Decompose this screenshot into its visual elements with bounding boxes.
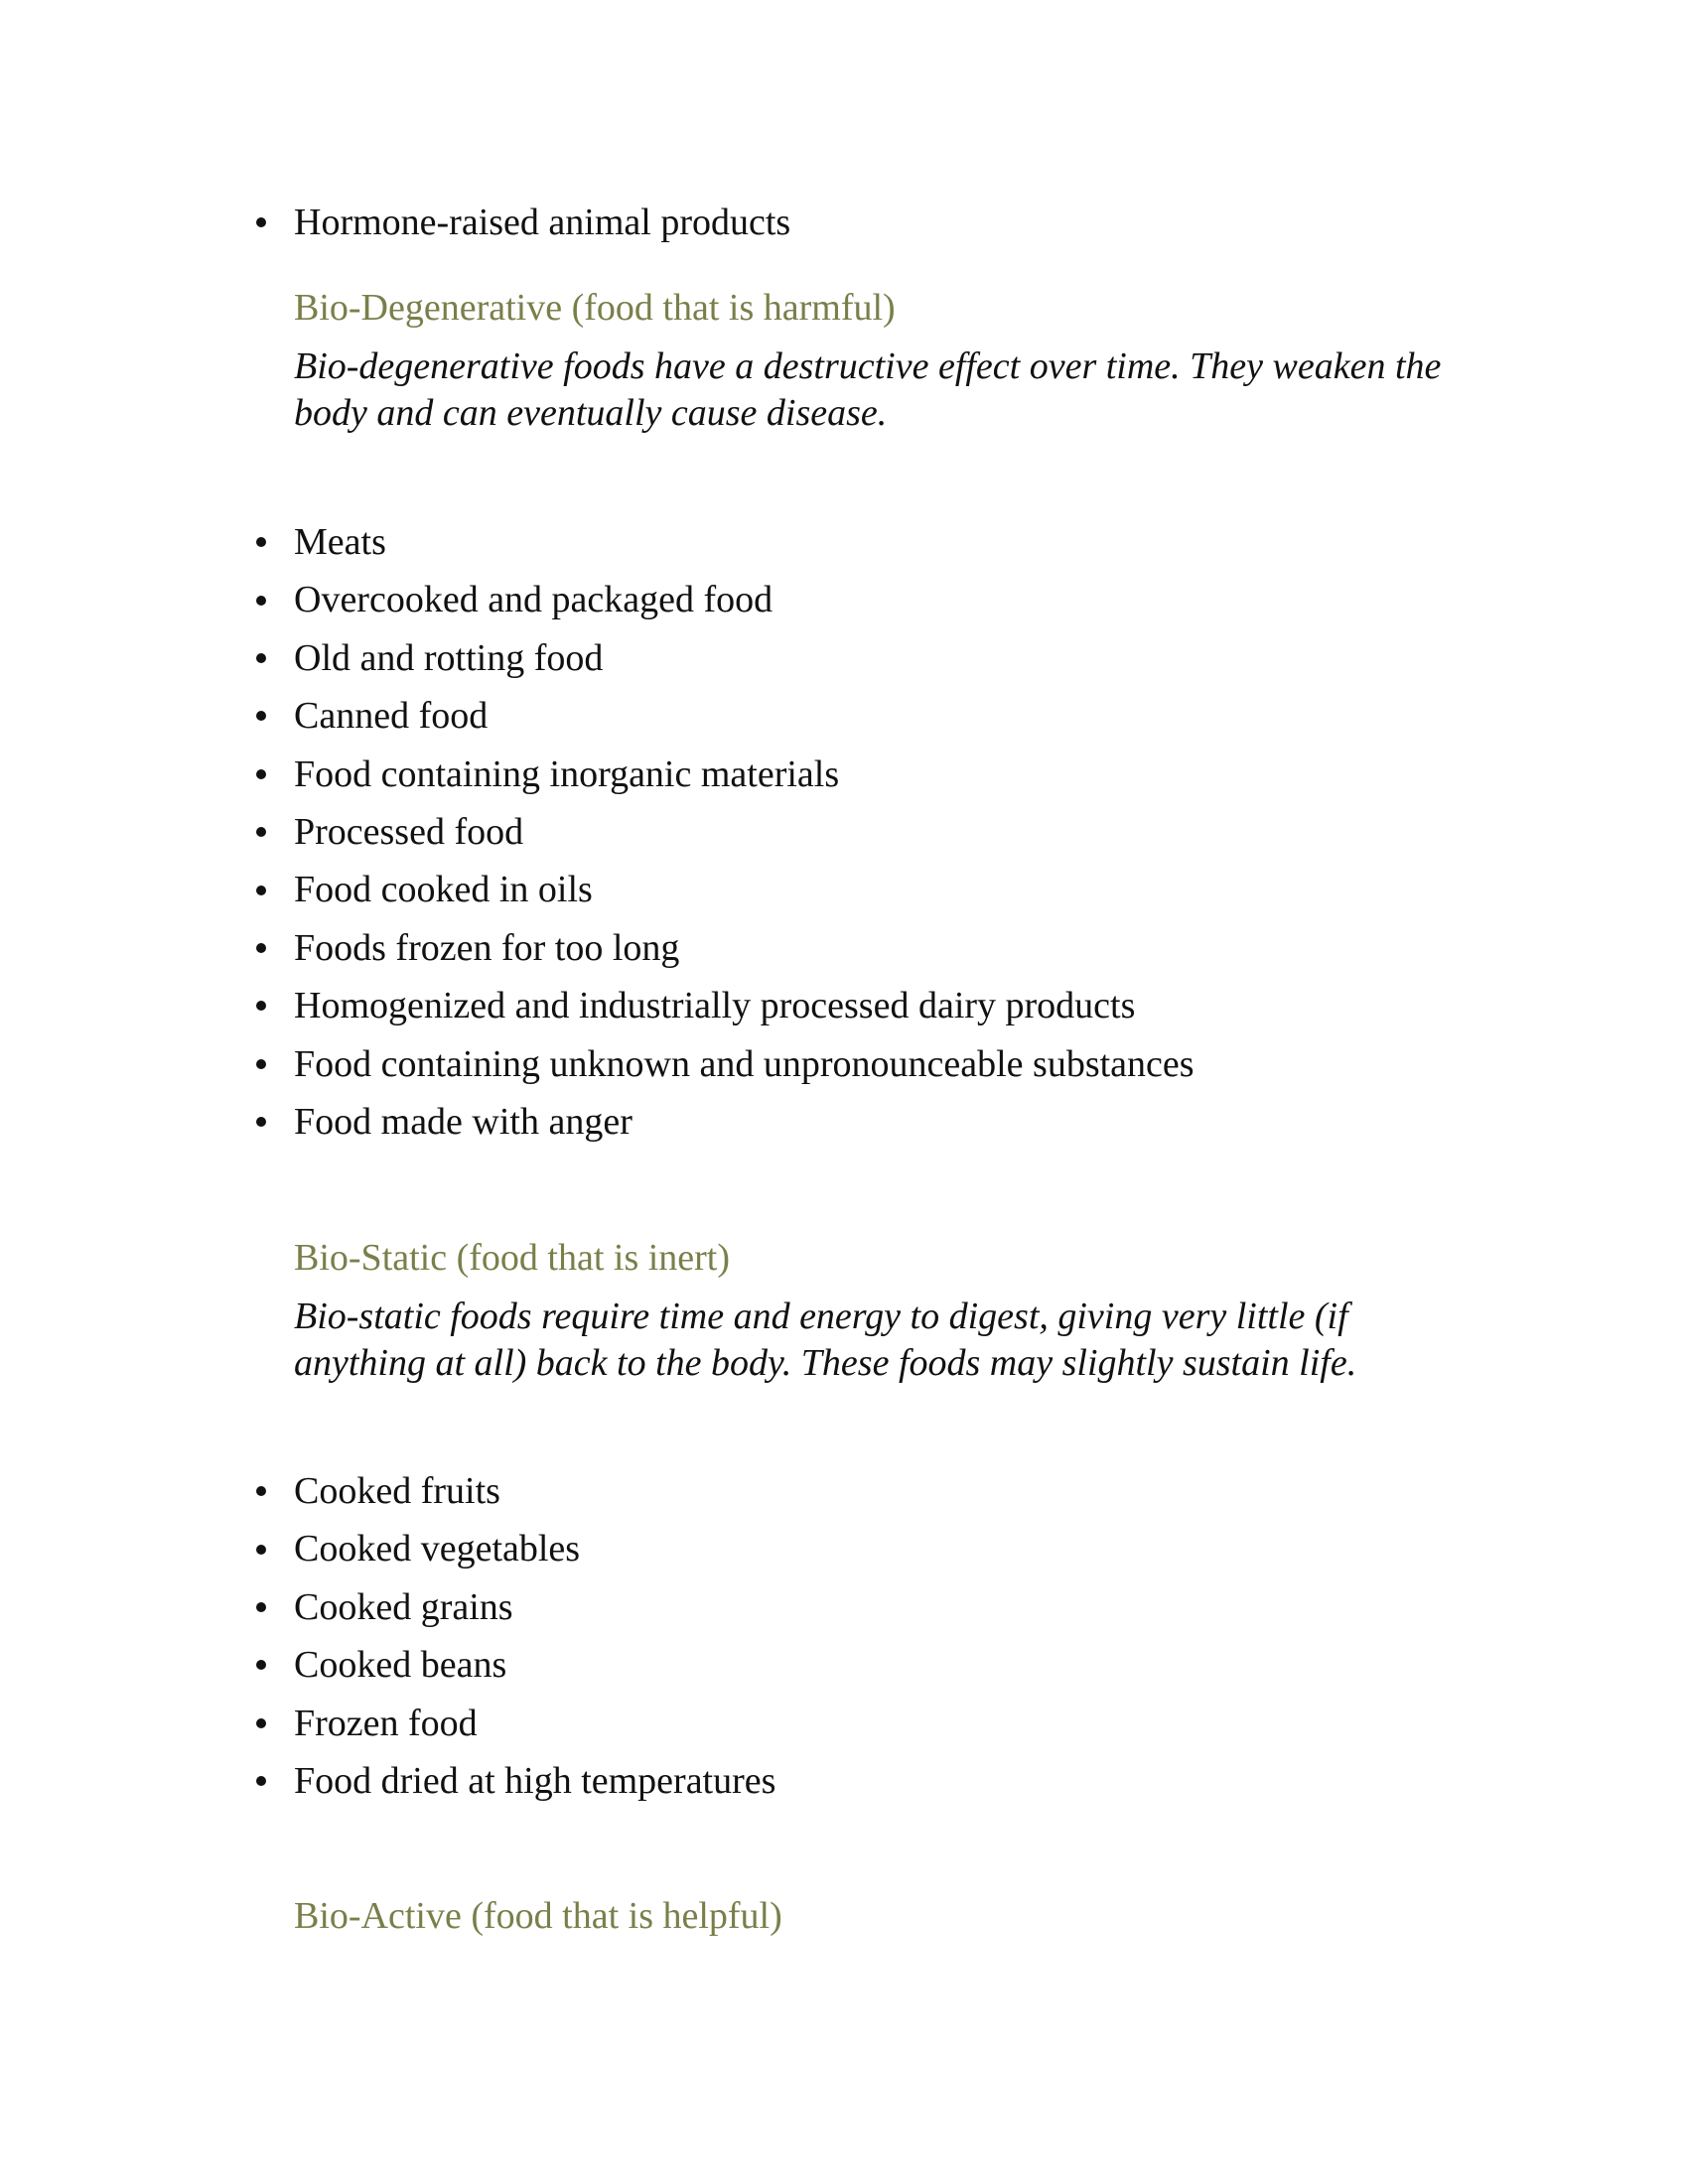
list-item: Frozen food (252, 1695, 775, 1752)
list-item: Food containing unknown and unpronounceable substances (252, 1035, 1195, 1093)
list-item: Homogenized and industrially processed dairy products (252, 977, 1195, 1034)
active-heading: Bio-Active (food that is helpful) (294, 1895, 782, 1937)
list-item: Old and rotting food (252, 629, 1195, 687)
list-item: Cooked vegetables (252, 1520, 775, 1577)
list-item: Food cooked in oils (252, 861, 1195, 918)
degenerative-list (252, 513, 1195, 1151)
list-item: Hormone-raised animal products (252, 203, 790, 242)
list-item: Cooked fruits (252, 1462, 775, 1520)
degenerative-description: Bio-degenerative foods have a destructive effect over time. They weaken the body and can eventually cause disease. (294, 345, 1442, 434)
list-item: Canned food (252, 687, 1195, 745)
top-list (252, 203, 790, 242)
static-heading: Bio-Static (food that is inert) (294, 1237, 731, 1279)
list-item: Meats (252, 513, 1195, 571)
degenerative-heading: Bio-Degenerative (food that is harmful) (294, 287, 896, 329)
list-item: Food made with anger (252, 1093, 1195, 1151)
list-item: Food dried at high temperatures (252, 1752, 775, 1810)
list-item: Foods frozen for too long (252, 919, 1195, 977)
list-item: Food containing inorganic materials (252, 746, 1195, 803)
static-description: Bio-static foods require time and energy to digest, giving very little (if anything at all) back to the body. These foods may slightly sustain life. (294, 1296, 1357, 1384)
list-item: Processed food (252, 803, 1195, 861)
list-item: Cooked beans (252, 1636, 775, 1694)
list-item: Overcooked and packaged food (252, 571, 1195, 628)
static-list (252, 1462, 775, 1810)
list-item: Cooked grains (252, 1578, 775, 1636)
